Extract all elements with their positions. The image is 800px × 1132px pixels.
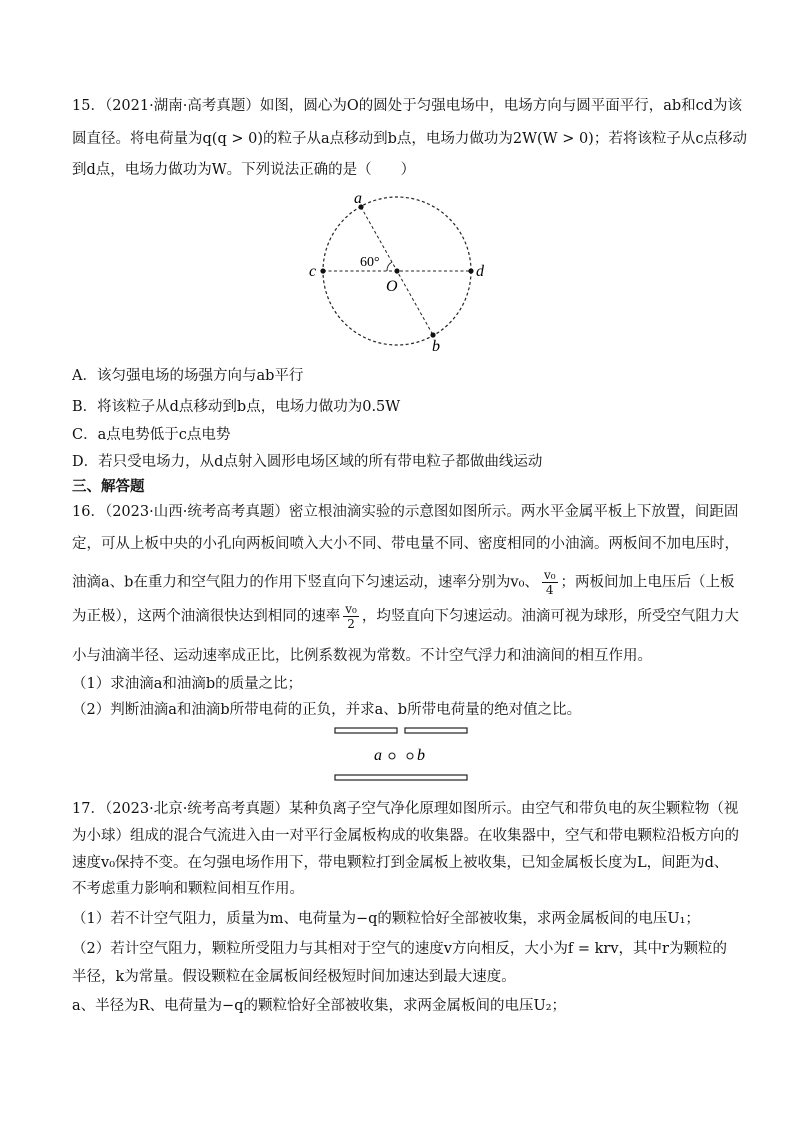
q17-line-2: 为小球）组成的混合气流进入由一对平行金属板构成的收集器。在收集器中，空气和带电颗粒沿板方向的 xyxy=(72,828,739,844)
q16-line-3 xyxy=(72,568,740,597)
q16-subquestion-2: （2）判断油滴a和油滴b所带电荷的正负，并求a、b所带电荷量的绝对值之比。 xyxy=(72,702,582,718)
q16-line-4 xyxy=(72,602,740,631)
q15-line-3: 到d点，电场力做功为W。下列说法正确的是（ ） xyxy=(72,162,416,178)
point-b xyxy=(430,332,435,337)
q16-line-5: 小与油滴半径、运动速率成正比，比例系数视为常数。不计空气浮力和油滴间的相互作用。 xyxy=(72,648,652,664)
droplet-b-label: b xyxy=(417,747,425,764)
fraction-v0-over-2 xyxy=(343,602,359,631)
q16-line-3-text: 油滴a、b在重力和空气阻力的作用下竖直向下匀速运动，速率分别为v₀、 xyxy=(72,574,539,591)
q16-plates-figure xyxy=(330,722,470,788)
label-O: O xyxy=(386,278,398,295)
q17-part-a: a、半径为R、电荷量为−q的颗粒恰好全部被收集，求两金属板间的电压U₂； xyxy=(72,998,567,1014)
q17-line-7: 半径，k为常量。假设颗粒在金属板间经极短时间加速达到最大速度。 xyxy=(72,969,516,985)
upper-plate-left xyxy=(335,728,397,733)
q15-line-2: 圆直径。将电荷量为q(q > 0)的粒子从a点移动到b点，电场力做功为2W(W > 0)；若将该粒子从c点移动 xyxy=(72,131,747,147)
q17-subquestion-2: （2）若计空气阻力，颗粒所受阻力与其相对于空气的速度v方向相反，大小为f = krv，其中r为颗粒的 xyxy=(72,941,727,957)
section-heading: 三、解答题 xyxy=(72,479,145,495)
q16-line-1: 16．（2023·山西·统考高考真题）密立根油滴实验的示意图如图所示。两水平金属平板上下放置，间距固 xyxy=(72,504,739,520)
label-angle: 60° xyxy=(360,255,380,270)
q15-circle-figure xyxy=(300,185,500,360)
label-b: b xyxy=(432,338,440,355)
q16-line-3-tail: ；两板间加上电压后（上板 xyxy=(560,574,735,591)
q15-option-c: C．a点电势低于c点电势 xyxy=(72,427,231,443)
droplet-a xyxy=(389,753,395,759)
q17-line-3: 速度v₀保持不变。在匀强电场作用下，带电颗粒打到金属板上被收集，已知金属板长度为L，间距为d、 xyxy=(72,855,729,871)
upper-plate-right xyxy=(405,728,467,733)
q15-option-a: A．该匀强电场的场强方向与ab平行 xyxy=(72,368,304,384)
label-a: a xyxy=(354,190,362,207)
fraction-2-numerator: v₀ xyxy=(345,602,357,616)
fraction-1-numerator: v₀ xyxy=(543,568,556,582)
q15-line-1: 15．（2021·湖南·高考真题）如图，圆心为O的圆处于匀强电场中，电场方向与圆平面平行，ab和cd为该 xyxy=(72,98,743,114)
fraction-v0-over-4 xyxy=(542,568,558,597)
q15-option-d: D．若只受电场力，从d点射入圆形电场区域的所有带电粒子都做曲线运动 xyxy=(72,454,543,470)
droplet-b xyxy=(407,753,413,759)
q17-line-4: 不考虑重力影响和颗粒间相互作用。 xyxy=(72,881,304,897)
lower-plate xyxy=(335,775,467,780)
q17-line-1: 17．（2023·北京·统考高考真题）某种负离子空气净化原理如图所示。由空气和带负电的灰尘颗粒物（视 xyxy=(72,801,739,817)
label-d: d xyxy=(476,263,484,280)
point-c xyxy=(320,268,325,273)
droplet-a-label: a xyxy=(374,747,382,764)
q17-subquestion-1: （1）若不计空气阻力，质量为m、电荷量为−q的颗粒恰好全部被收集，求两金属板间的电压U₁； xyxy=(72,911,700,927)
q15-option-b: B．将该粒子从d点移动到b点，电场力做功为0.5W xyxy=(72,399,401,415)
fraction-1-denominator: 4 xyxy=(545,583,554,597)
angle-arc xyxy=(387,262,392,271)
fraction-2-denominator: 2 xyxy=(347,617,355,631)
q16-line-4-text: 为正极），这两个油滴很快达到相同的速率 xyxy=(72,608,341,625)
point-d xyxy=(468,268,473,273)
q16-line-4-tail: ，均竖直向下匀速运动。油滴可视为球形，所受空气阻力大 xyxy=(361,608,739,625)
label-c: c xyxy=(309,263,317,280)
q16-line-2: 定，可从上板中央的小孔向两板间喷入大小不同、带电量不同、密度相同的小油滴。两板间不加电压时， xyxy=(72,536,739,552)
point-O xyxy=(394,268,399,273)
q16-subquestion-1: （1）求油滴a和油滴b的质量之比； xyxy=(72,676,303,692)
